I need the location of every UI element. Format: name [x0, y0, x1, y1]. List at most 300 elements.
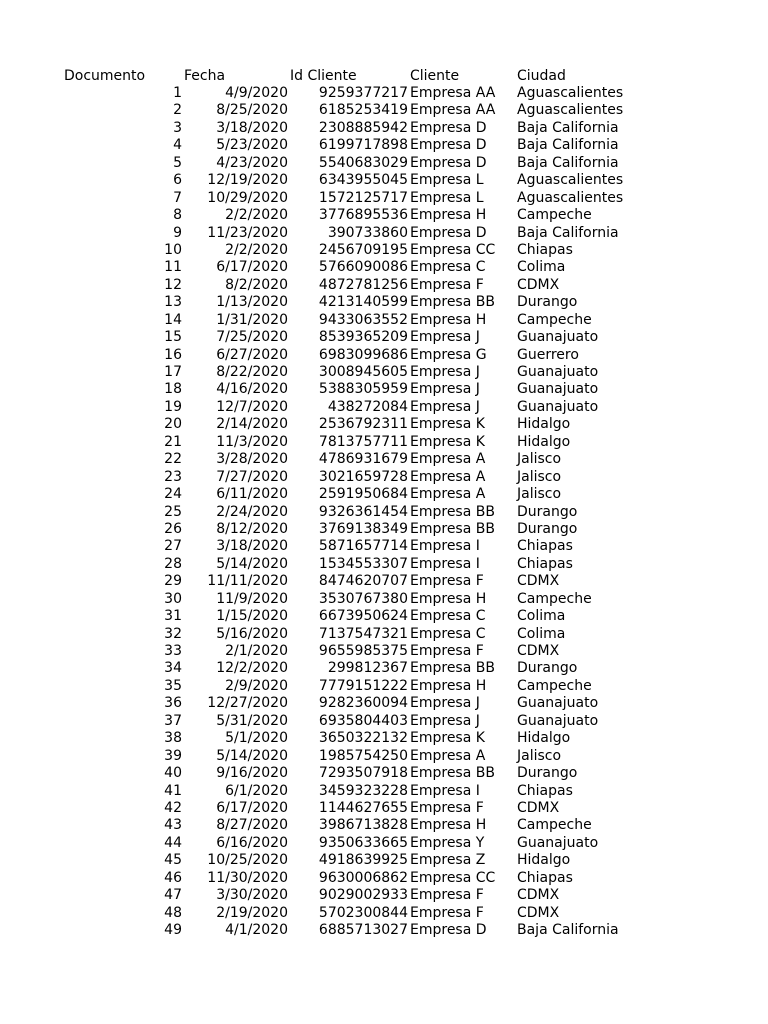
cell-fecha: 3/30/2020: [216, 887, 288, 904]
table-row: [0, 660, 768, 677]
table-row: [0, 626, 768, 643]
cell-ciudad: Durango: [517, 503, 578, 520]
cell-fecha: 4/16/2020: [216, 381, 288, 398]
cell-ciudad: Durango: [517, 294, 578, 311]
cell-cliente: Empresa D: [410, 922, 487, 938]
cell-id-cliente: 299812367: [327, 660, 408, 677]
cell-documento: 40: [164, 765, 182, 782]
cell-fecha: 2/2/2020: [225, 207, 288, 224]
cell-id-cliente: 5388305959: [318, 381, 408, 398]
cell-fecha: 2/2/2020: [225, 241, 288, 258]
cell-ciudad: Guanajuato: [517, 695, 599, 712]
cell-fecha: 4/9/2020: [225, 85, 288, 101]
cell-cliente: Empresa D: [410, 154, 487, 171]
cell-cliente: Empresa H: [410, 590, 487, 607]
table-row: [0, 730, 768, 747]
cell-id-cliente: 1144627655: [318, 799, 408, 816]
table-row: [0, 120, 768, 137]
table-row: [0, 783, 768, 800]
cell-fecha: 6/11/2020: [216, 486, 288, 503]
cell-documento: 12: [164, 276, 182, 293]
cell-id-cliente: 9630006862: [318, 869, 408, 886]
cell-ciudad: Colima: [517, 608, 566, 625]
cell-documento: 19: [164, 398, 182, 415]
cell-cliente: Empresa C: [410, 259, 486, 276]
cell-id-cliente: 8474620707: [318, 573, 408, 590]
cell-ciudad: Campeche: [517, 590, 592, 607]
cell-cliente: Empresa H: [410, 207, 487, 224]
cell-fecha: 10/25/2020: [207, 852, 288, 869]
cell-id-cliente: 4786931679: [318, 451, 408, 468]
cell-cliente: Empresa AA: [410, 85, 496, 101]
cell-fecha: 6/17/2020: [216, 799, 288, 816]
table-row: [0, 678, 768, 695]
cell-cliente: Empresa I: [410, 782, 480, 799]
cell-documento: 9: [173, 224, 182, 241]
cell-cliente: Empresa A: [410, 451, 486, 468]
cell-fecha: 5/1/2020: [225, 730, 288, 747]
table-row: [0, 312, 768, 329]
cell-ciudad: Chiapas: [517, 555, 573, 572]
cell-ciudad: CDMX: [517, 799, 560, 816]
table-row: [0, 573, 768, 590]
cell-ciudad: Jalisco: [517, 468, 562, 485]
column-header-id-cliente: Id Cliente: [290, 68, 357, 84]
cell-documento: 6: [173, 172, 182, 189]
cell-documento: 36: [164, 695, 182, 712]
cell-ciudad: CDMX: [517, 573, 560, 590]
cell-fecha: 2/14/2020: [216, 416, 288, 433]
cell-id-cliente: 6185253419: [318, 102, 408, 119]
cell-ciudad: Chiapas: [517, 782, 573, 799]
cell-documento: 20: [164, 416, 182, 433]
cell-cliente: Empresa F: [410, 799, 484, 816]
cell-ciudad: Hidalgo: [517, 416, 571, 433]
cell-fecha: 6/1/2020: [225, 782, 288, 799]
cell-ciudad: Baja California: [517, 119, 619, 136]
table-row: [0, 277, 768, 294]
table-row: [0, 643, 768, 660]
cell-documento: 26: [164, 520, 182, 537]
cell-documento: 11: [164, 259, 182, 276]
table-row: [0, 172, 768, 189]
cell-id-cliente: 9433063552: [318, 311, 408, 328]
cell-fecha: 2/24/2020: [216, 503, 288, 520]
cell-id-cliente: 1985754250: [318, 747, 408, 764]
cell-fecha: 3/18/2020: [216, 538, 288, 555]
cell-ciudad: Aguascalientes: [517, 85, 624, 101]
cell-fecha: 12/19/2020: [207, 172, 288, 189]
cell-fecha: 3/28/2020: [216, 451, 288, 468]
cell-fecha: 2/1/2020: [225, 643, 288, 659]
cell-ciudad: Jalisco: [517, 486, 562, 503]
cell-id-cliente: 5702300844: [318, 904, 408, 921]
table-row: [0, 695, 768, 712]
cell-cliente: Empresa J: [410, 364, 480, 380]
cell-id-cliente: 7137547321: [318, 625, 408, 642]
cell-id-cliente: 4872781256: [318, 276, 408, 293]
cell-cliente: Empresa F: [410, 887, 484, 904]
cell-fecha: 9/16/2020: [216, 765, 288, 782]
cell-ciudad: Colima: [517, 625, 566, 642]
cell-id-cliente: 4918639925: [318, 852, 408, 869]
table-row: [0, 887, 768, 904]
table-row: [0, 329, 768, 346]
cell-documento: 45: [164, 852, 182, 869]
cell-fecha: 11/3/2020: [216, 433, 288, 450]
cell-id-cliente: 2308885942: [318, 119, 408, 136]
cell-cliente: Empresa K: [410, 730, 485, 747]
table-row: [0, 504, 768, 521]
cell-cliente: Empresa J: [410, 695, 480, 712]
cell-documento: 30: [164, 590, 182, 607]
cell-fecha: 10/29/2020: [207, 189, 288, 206]
cell-cliente: Empresa BB: [410, 503, 495, 520]
cell-id-cliente: 3459323228: [318, 782, 408, 799]
cell-documento: 32: [164, 625, 182, 642]
cell-ciudad: Chiapas: [517, 241, 573, 258]
column-header-fecha: Fecha: [184, 68, 226, 84]
cell-ciudad: Campeche: [517, 677, 592, 694]
table-row: [0, 765, 768, 782]
cell-cliente: Empresa K: [410, 416, 485, 433]
cell-cliente: Empresa J: [410, 712, 480, 729]
cell-ciudad: Durango: [517, 660, 578, 677]
cell-ciudad: Baja California: [517, 137, 619, 154]
cell-fecha: 6/17/2020: [216, 259, 288, 276]
cell-id-cliente: 9029002933: [318, 887, 408, 904]
table-row: [0, 207, 768, 224]
cell-fecha: 8/25/2020: [216, 102, 288, 119]
cell-fecha: 1/13/2020: [216, 294, 288, 311]
cell-documento: 3: [173, 119, 182, 136]
cell-cliente: Empresa C: [410, 608, 486, 625]
cell-fecha: 7/25/2020: [216, 329, 288, 346]
cell-documento: 18: [164, 381, 182, 398]
cell-id-cliente: 6673950624: [318, 608, 408, 625]
cell-id-cliente: 8539365209: [318, 329, 408, 346]
table-row: [0, 817, 768, 834]
cell-ciudad: Campeche: [517, 311, 592, 328]
cell-fecha: 1/31/2020: [216, 311, 288, 328]
cell-ciudad: Campeche: [517, 817, 592, 834]
cell-ciudad: Hidalgo: [517, 433, 571, 450]
cell-documento: 16: [164, 346, 182, 363]
cell-documento: 10: [164, 241, 182, 258]
cell-cliente: Empresa K: [410, 433, 485, 450]
cell-cliente: Empresa H: [410, 817, 487, 834]
table-row: [0, 364, 768, 381]
cell-id-cliente: 3776895536: [318, 207, 408, 224]
cell-id-cliente: 2456709195: [318, 241, 408, 258]
table-row: [0, 538, 768, 555]
table-row: [0, 347, 768, 364]
header-row: [0, 67, 768, 85]
cell-fecha: 2/9/2020: [225, 677, 288, 694]
table-row: [0, 870, 768, 887]
cell-fecha: 12/27/2020: [207, 695, 288, 712]
cell-id-cliente: 6343955045: [318, 172, 408, 189]
cell-id-cliente: 5871657714: [318, 538, 408, 555]
table-body: [0, 85, 768, 939]
cell-cliente: Empresa CC: [410, 241, 496, 258]
cell-id-cliente: 390733860: [327, 224, 408, 241]
cell-id-cliente: 1572125717: [318, 189, 408, 206]
cell-fecha: 5/16/2020: [216, 625, 288, 642]
table-row: [0, 469, 768, 486]
cell-id-cliente: 3769138349: [318, 520, 408, 537]
cell-fecha: 11/11/2020: [207, 573, 288, 590]
cell-fecha: 8/12/2020: [216, 520, 288, 537]
cell-documento: 29: [164, 573, 182, 590]
cell-cliente: Empresa A: [410, 468, 486, 485]
cell-ciudad: Durango: [517, 765, 578, 782]
cell-ciudad: Guerrero: [517, 346, 579, 363]
cell-id-cliente: 6983099686: [318, 346, 408, 363]
cell-cliente: Empresa A: [410, 486, 486, 503]
cell-cliente: Empresa H: [410, 311, 487, 328]
cell-id-cliente: 2536792311: [318, 416, 408, 433]
table-row: [0, 713, 768, 730]
table-row: [0, 521, 768, 538]
cell-cliente: Empresa A: [410, 747, 486, 764]
cell-documento: 23: [164, 468, 182, 485]
cell-fecha: 8/27/2020: [216, 817, 288, 834]
cell-cliente: Empresa BB: [410, 520, 495, 537]
cell-fecha: 6/27/2020: [216, 346, 288, 363]
table-row: [0, 85, 768, 102]
cell-id-cliente: 6935804403: [318, 712, 408, 729]
cell-id-cliente: 3530767380: [318, 590, 408, 607]
cell-ciudad: CDMX: [517, 643, 560, 659]
cell-fecha: 6/16/2020: [216, 834, 288, 851]
cell-id-cliente: 3986713828: [318, 817, 408, 834]
cell-cliente: Empresa F: [410, 904, 484, 921]
cell-fecha: 5/31/2020: [216, 712, 288, 729]
cell-ciudad: CDMX: [517, 904, 560, 921]
table-row: [0, 835, 768, 852]
cell-ciudad: Campeche: [517, 207, 592, 224]
cell-cliente: Empresa F: [410, 643, 484, 659]
cell-fecha: 5/14/2020: [216, 555, 288, 572]
cell-id-cliente: 9282360094: [318, 695, 408, 712]
cell-cliente: Empresa Z: [410, 852, 486, 869]
table-row: [0, 608, 768, 625]
cell-cliente: Empresa AA: [410, 102, 496, 119]
cell-cliente: Empresa F: [410, 573, 484, 590]
cell-id-cliente: 4213140599: [318, 294, 408, 311]
cell-ciudad: Durango: [517, 520, 578, 537]
cell-cliente: Empresa Y: [410, 834, 485, 851]
table-row: [0, 259, 768, 276]
table-row: [0, 434, 768, 451]
cell-ciudad: Guanajuato: [517, 364, 599, 380]
cell-fecha: 4/23/2020: [216, 154, 288, 171]
cell-fecha: 5/14/2020: [216, 747, 288, 764]
cell-id-cliente: 438272084: [327, 398, 408, 415]
table-row: [0, 556, 768, 573]
cell-fecha: 7/27/2020: [216, 468, 288, 485]
cell-ciudad: CDMX: [517, 887, 560, 904]
cell-id-cliente: 6885713027: [318, 922, 408, 938]
cell-documento: 21: [164, 433, 182, 450]
cell-ciudad: CDMX: [517, 276, 560, 293]
cell-cliente: Empresa D: [410, 137, 487, 154]
table-row: [0, 486, 768, 503]
cell-fecha: 12/2/2020: [216, 660, 288, 677]
cell-ciudad: Colima: [517, 259, 566, 276]
cell-cliente: Empresa G: [410, 346, 487, 363]
cell-documento: 41: [164, 782, 182, 799]
cell-id-cliente: 3008945605: [318, 364, 408, 380]
cell-documento: 2: [173, 102, 182, 119]
cell-id-cliente: 3650322132: [318, 730, 408, 747]
cell-id-cliente: 3021659728: [318, 468, 408, 485]
cell-id-cliente: 6199717898: [318, 137, 408, 154]
table-row: [0, 137, 768, 154]
cell-cliente: Empresa H: [410, 677, 487, 694]
cell-id-cliente: 7293507918: [318, 765, 408, 782]
table-row: [0, 225, 768, 242]
cell-id-cliente: 7779151222: [318, 677, 408, 694]
cell-documento: 7: [173, 189, 182, 206]
cell-ciudad: Guanajuato: [517, 834, 599, 851]
cell-documento: 42: [164, 799, 182, 816]
cell-fecha: 4/1/2020: [225, 922, 288, 938]
cell-fecha: 3/18/2020: [216, 119, 288, 136]
cell-documento: 25: [164, 503, 182, 520]
cell-id-cliente: 2591950684: [318, 486, 408, 503]
cell-ciudad: Guanajuato: [517, 329, 599, 346]
table-row: [0, 852, 768, 869]
cell-id-cliente: 9326361454: [318, 503, 408, 520]
table-row: [0, 294, 768, 311]
cell-fecha: 8/22/2020: [216, 364, 288, 380]
table-row: [0, 381, 768, 398]
cell-documento: 5: [173, 154, 182, 171]
cell-documento: 47: [164, 887, 182, 904]
cell-documento: 1: [173, 85, 182, 101]
table-row: [0, 922, 768, 939]
cell-fecha: 5/23/2020: [216, 137, 288, 154]
cell-ciudad: Jalisco: [517, 451, 562, 468]
cell-ciudad: Guanajuato: [517, 712, 599, 729]
cell-id-cliente: 9350633665: [318, 834, 408, 851]
cell-documento: 14: [164, 311, 182, 328]
table-row: [0, 905, 768, 922]
cell-ciudad: Jalisco: [517, 747, 562, 764]
cell-cliente: Empresa C: [410, 625, 486, 642]
cell-id-cliente: 9259377217: [318, 85, 408, 101]
cell-cliente: Empresa I: [410, 538, 480, 555]
cell-fecha: 12/7/2020: [216, 398, 288, 415]
cell-documento: 35: [164, 677, 182, 694]
cell-cliente: Empresa J: [410, 381, 480, 398]
cell-cliente: Empresa J: [410, 329, 480, 346]
table-row: [0, 451, 768, 468]
cell-ciudad: Baja California: [517, 154, 619, 171]
cell-documento: 46: [164, 869, 182, 886]
cell-id-cliente: 7813757711: [318, 433, 408, 450]
cell-cliente: Empresa D: [410, 224, 487, 241]
cell-fecha: 11/9/2020: [216, 590, 288, 607]
cell-cliente: Empresa I: [410, 555, 480, 572]
cell-fecha: 1/15/2020: [216, 608, 288, 625]
table-row: [0, 399, 768, 416]
cell-documento: 22: [164, 451, 182, 468]
cell-ciudad: Aguascalientes: [517, 189, 624, 206]
cell-id-cliente: 9655985375: [318, 643, 408, 659]
cell-ciudad: Chiapas: [517, 869, 573, 886]
cell-fecha: 11/30/2020: [207, 869, 288, 886]
cell-documento: 13: [164, 294, 182, 311]
cell-documento: 24: [164, 486, 182, 503]
cell-documento: 43: [164, 817, 182, 834]
table-row: [0, 155, 768, 172]
cell-cliente: Empresa BB: [410, 294, 495, 311]
cell-id-cliente: 5540683029: [318, 154, 408, 171]
cell-ciudad: Chiapas: [517, 538, 573, 555]
cell-documento: 4: [173, 137, 182, 154]
cell-documento: 15: [164, 329, 182, 346]
table-row: [0, 748, 768, 765]
cell-ciudad: Hidalgo: [517, 852, 571, 869]
cell-cliente: Empresa J: [410, 398, 480, 415]
table-row: [0, 102, 768, 119]
cell-fecha: 8/2/2020: [225, 276, 288, 293]
cell-documento: 39: [164, 747, 182, 764]
cell-documento: 28: [164, 555, 182, 572]
cell-cliente: Empresa L: [410, 172, 484, 189]
cell-cliente: Empresa BB: [410, 765, 495, 782]
cell-ciudad: Guanajuato: [517, 398, 599, 415]
cell-documento: 27: [164, 538, 182, 555]
column-header-cliente: Cliente: [410, 68, 460, 84]
cell-cliente: Empresa F: [410, 276, 484, 293]
cell-ciudad: Hidalgo: [517, 730, 571, 747]
table-row: [0, 242, 768, 259]
cell-fecha: 11/23/2020: [207, 224, 288, 241]
table-row: [0, 416, 768, 433]
cell-ciudad: Baja California: [517, 224, 619, 241]
cell-documento: 44: [164, 834, 182, 851]
cell-documento: 34: [164, 660, 182, 677]
cell-fecha: 2/19/2020: [216, 904, 288, 921]
cell-ciudad: Guanajuato: [517, 381, 599, 398]
cell-documento: 49: [164, 922, 182, 938]
table-row: [0, 800, 768, 817]
cell-id-cliente: 5766090086: [318, 259, 408, 276]
cell-documento: 17: [164, 364, 182, 380]
cell-documento: 38: [164, 730, 182, 747]
cell-documento: 8: [173, 207, 182, 224]
cell-documento: 33: [164, 643, 182, 659]
cell-ciudad: Baja California: [517, 922, 619, 938]
cell-cliente: Empresa D: [410, 119, 487, 136]
cell-ciudad: Aguascalientes: [517, 102, 624, 119]
cell-cliente: Empresa CC: [410, 869, 496, 886]
cell-id-cliente: 1534553307: [318, 555, 408, 572]
column-header-ciudad: Ciudad: [517, 68, 566, 84]
cell-documento: 31: [164, 608, 182, 625]
cell-ciudad: Aguascalientes: [517, 172, 624, 189]
table-row: [0, 591, 768, 608]
cell-cliente: Empresa L: [410, 189, 484, 206]
table-row: [0, 190, 768, 207]
column-header-documento: Documento: [64, 68, 146, 84]
cell-documento: 37: [164, 712, 182, 729]
cell-cliente: Empresa BB: [410, 660, 495, 677]
